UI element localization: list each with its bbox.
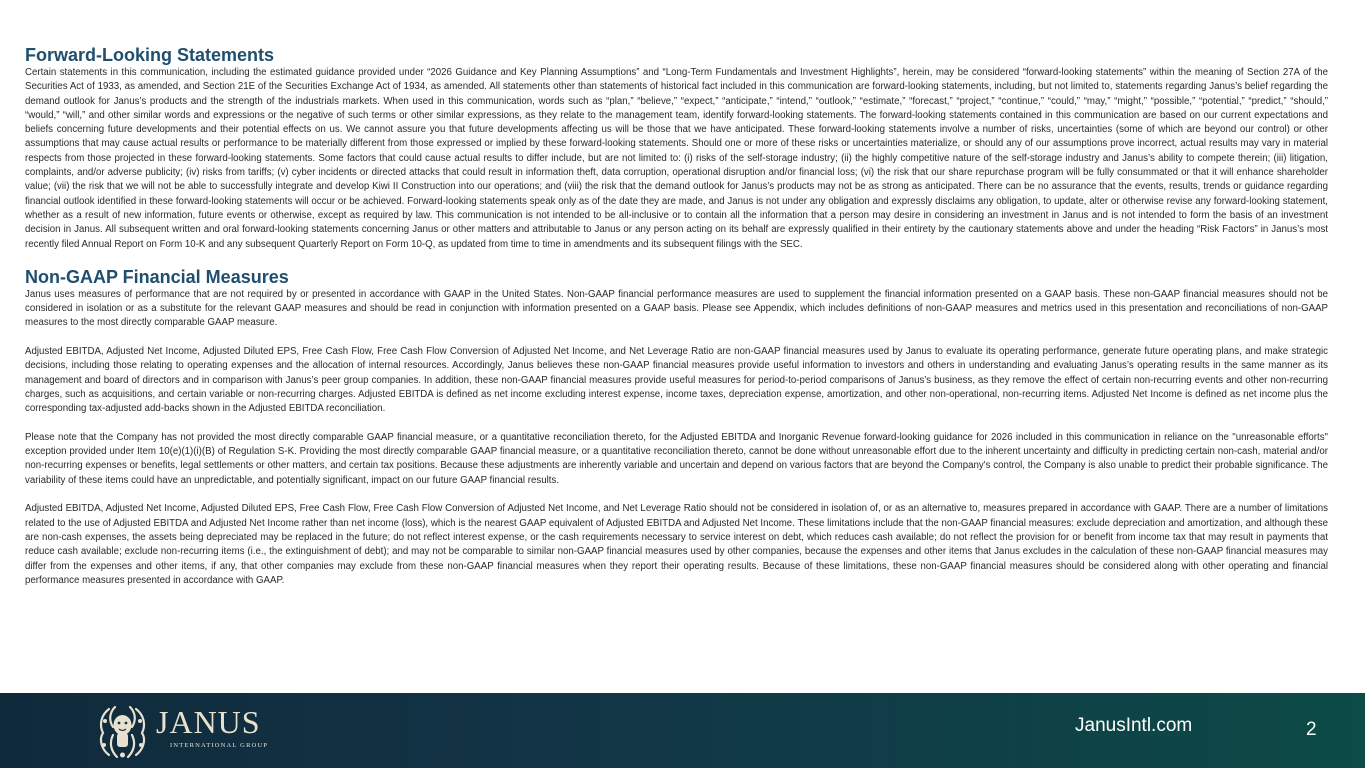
- lion-crest-icon: [95, 701, 150, 761]
- section-heading-non-gaap: Non-GAAP Financial Measures: [25, 266, 289, 287]
- non-gaap-paragraph-3: Please note that the Company has not provided the most directly comparable GAAP financial measure, or a quantitative reconciliation thereto, for the Adjusted EBITDA and Inorganic Revenue forward-looking guidance for 2026 included in this communication in reliance on the "unreasonable efforts" exception provided under Item 10(e)(1)(i)(B) of Regulation S-K. Providing the most directly comparable GAAP financial measure, or a quantitative reconciliation thereto, cannot be done without unreasonable effort due to the inherent uncertainty and difficulty in predicting certain non-cash, material and/or non-recurring expenses or benefits, legal settlements or other matters, and certain tax positions. Because these adjustments are inherently variable and uncertain and depend on various factors that are beyond the Company's control, the Company is also unable to predict their probable significance. The variability of these items could have an unpredictable, and potentially significant, impact on our future GAAP financial results.: [25, 431, 1328, 486]
- non-gaap-paragraph-2: Adjusted EBITDA, Adjusted Net Income, Adjusted Diluted EPS, Free Cash Flow, Free Cash Flow Conversion of Adjusted Net Income, and Net Leverage Ratio are non-GAAP financial measures used by Janus to evaluate its operating performance, generate future operating plans, and make strategic decisions, including those relating to operating expenses and the allocation of internal resources. Accordingly, Janus believes these non-GAAP financial measures provide useful information to investors and others in understanding and evaluating Janus’s operating results in the same manner as its management and board of directors and in comparison with Janus’s peer group companies. In addition, these non-GAAP financial measures provide useful measures for period-to-period comparisons of Janus’s business, as they remove the effect of certain non-recurring events and other non-recurring charges, such as acquisitions, and certain variable or non-recurring charges. Adjusted EBITDA is defined as net income excluding interest expense, income taxes, depreciation expense, amortization, and other non-operational, non-recurring items. Adjusted Net Income is defined as net income plus the corresponding tax-adjusted add-backs shown in the Adjusted EBITDA reconciliation.: [25, 346, 1328, 415]
- forward-looking-paragraph: Certain statements in this communication, including the estimated guidance provided under “2026 Guidance and Key Planning Assumptions” and “Long-Term Fundamentals and Investment Highlights”, herein, may be considered “forward-looking statements” within the meaning of Section 27A of the Securities Act of 1933, as amended, and Section 21E of the Securities Exchange Act of 1934, as amended. All statements other than statements of historical fact included in this communication are forward-looking statements, including, but not limited to, statements regarding Janus’s belief regarding the demand outlook for Janus’s products and the strength of the industrials markets. When used in this communication, words such as “plan,” “believe,” “expect,” “anticipate,” “intend,” “outlook,” “estimate,” “forecast,” “project,” “continue,” “could,” “may,” “might,” “possible,” “potential,” “predict,” “should,” “would,” “will,” and other similar words and expressions or the negative of such terms or other similar expressions, as they relate to the management team, identify forward-looking statements. The forward-looking statements contained in this communication are based on our current expectations and beliefs concerning future developments and their potential effects on us. We cannot assure you that future developments affecting us will be those that we have anticipated. These forward-looking statements involve a number of risks, uncertainties (some of which are beyond our control) or other assumptions that may cause actual results or performance to be materially different from those expressed or implied by these forward-looking statements. Should one or more of these risks or uncertainties materialize, or should any of our assumptions prove incorrect, actual results may vary in material respects from those projected in these forward-looking statements. Some factors that could cause actual results to differ include, but are not limited to: (i) risks of the self-storage industry; (ii) the highly competitive nature of the self-storage industry and Janus’s ability to compete therein; (iii) litigation, complaints, and/or adverse publicity; (iv) risks from tariffs; (v) cyber incidents or directed attacks that could result in information theft, data corruption, operational disruption and/or financial loss; (vi) the risk that our share repurchase program will be fully consummated or that it will enhance shareholder value; (vii) the risk that we will not be able to successfully integrate and develop Kiwi II Construction into our operations; and (viii) the risk that the demand outlook for Janus’s products may not be as strong as anticipated. There can be no assurance that the events, results, trends or guidance regarding financial outlook identified in these forward-looking statements will occur or be achieved. Forward-looking statements speak only as of the date they are made, and Janus is not under any obligation and expressly disclaims any obligation, to update, alter or otherwise revise any forward-looking statement, whether as a result of new information, future events or otherwise, except as required by law. This communication is not intended to be all-inclusive or to contain all the information that a person may desire in considering an investment in Janus and is not intended to form the basis of an investment decision in Janus. All subsequent written and oral forward-looking statements concerning Janus or other matters and attributable to Janus or any person acting on its behalf are expressly qualified in their entirety by the cautionary statements above and under the heading “Risk Factors” in Janus’s most recently filed Annual Report on Form 10-K and any subsequent Quarterly Report on Form 10-Q, as updated from time to time in amendments and its subsequent filings with the SEC.: [25, 67, 1328, 250]
- footer-bar: [0, 693, 1365, 768]
- page-number: 2: [1306, 719, 1317, 740]
- website-link[interactable]: JanusIntl.com: [1075, 715, 1193, 736]
- non-gaap-paragraph-4: Adjusted EBITDA, Adjusted Net Income, Adjusted Diluted EPS, Free Cash Flow, Free Cash Flow Conversion of Adjusted Net Income, and Net Leverage Ratio should not be considered in isolation of, or as an alternative to, measures prepared in accordance with GAAP. There are a number of limitations related to the use of Adjusted EBITDA and Adjusted Net Income rather than net income (loss), which is the nearest GAAP equivalent of Adjusted EBITDA and Adjusted Net Income. These limitations include that the non-GAAP financial measures: exclude depreciation and amortization, and although these are non-cash expenses, the assets being depreciated may be replaced in the future; do not reflect interest expense, or the cash requirements necessary to service interest on debt, which reduces cash available; do not reflect the provision for or benefit from income tax that may result in payments that reduce cash available; exclude non-recurring items (i.e., the extinguishment of debt); and may not be comparable to similar non-GAAP financial measures used by other companies, because the expenses and other items that Janus excludes in the calculation of these non-GAAP financial measures may differ from the expenses and other items, if any, that other companies may exclude from these non-GAAP financial measures when they report their operating results. Because of these limitations, these non-GAAP financial measures should be considered along with other operating and financial performance measures presented in accordance with GAAP.: [25, 503, 1328, 586]
- non-gaap-paragraph-1: Janus uses measures of performance that are not required by or presented in accordance with GAAP in the United States. Non-GAAP financial performance measures are used to supplement the financial information presented on a GAAP basis. These non-GAAP financial measures should not be considered in isolation or as a substitute for the relevant GAAP measures and should be read in conjunction with information presented on a GAAP basis. Please see Appendix, which includes definitions of non-GAAP measures and metrics used in this presentation and reconciliations of non-GAAP measures to the most directly comparable GAAP measure.: [25, 288, 1328, 329]
- logo-wordmark: JANUS: [156, 704, 261, 740]
- section-heading-forward-looking: Forward-Looking Statements: [25, 45, 275, 65]
- document-body: [25, 44, 1328, 588]
- logo-subtitle: INTERNATIONAL GROUP: [170, 742, 269, 749]
